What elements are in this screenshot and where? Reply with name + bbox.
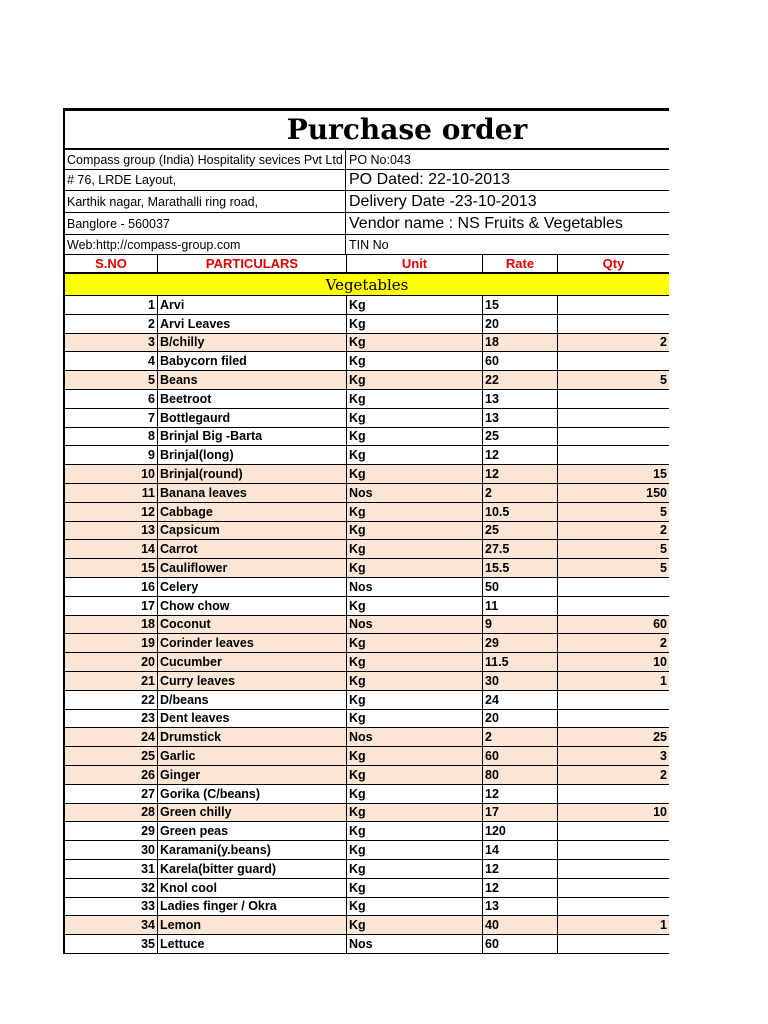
cell-rate: 80: [483, 766, 558, 784]
cell-rate: 15.5: [483, 559, 558, 577]
cell-unit: Nos: [347, 578, 483, 596]
cell-rate: 20: [483, 315, 558, 333]
cell-sno: 20: [65, 653, 158, 671]
cell-unit: Kg: [347, 540, 483, 558]
cell-particulars: Curry leaves: [158, 672, 347, 690]
cell-qty: 150: [646, 485, 667, 500]
cell-particulars: Celery: [158, 578, 347, 596]
cell-unit: Kg: [347, 785, 483, 803]
cell-rate: 12: [483, 860, 558, 878]
cell-unit: Kg: [347, 315, 483, 333]
cell-rate: 12: [483, 879, 558, 897]
cell-particulars: Ginger: [158, 766, 347, 784]
cell-particulars: Green peas: [158, 822, 347, 840]
header-row-4: [65, 213, 669, 235]
cell-rate: 14: [483, 841, 558, 859]
table-row: [65, 804, 669, 823]
cell-unit: Kg: [347, 822, 483, 840]
cell-sno: 27: [65, 785, 158, 803]
cell-qty: [558, 860, 669, 878]
cell-sno: 22: [65, 691, 158, 709]
table-row: [65, 785, 669, 804]
cell-rate: 10.5: [483, 503, 558, 521]
cell-qty: 15: [653, 467, 667, 482]
cell-particulars: Chow chow: [158, 597, 347, 615]
cell-rate: 29: [483, 634, 558, 652]
header-row-3: [65, 191, 669, 213]
cell-unit: Kg: [347, 522, 483, 540]
cell-unit: Kg: [347, 879, 483, 897]
cell-sno: 11: [65, 484, 158, 502]
cell-qty: [558, 822, 669, 840]
cell-rate: 20: [483, 710, 558, 728]
table-row: [65, 634, 669, 653]
table-row: [65, 484, 669, 503]
cell-rate: 12: [483, 785, 558, 803]
table-row: [65, 672, 669, 691]
page-title: Purchase order: [65, 111, 669, 150]
cell-unit: Nos: [347, 728, 483, 746]
cell-particulars: Coconut: [158, 616, 347, 634]
section-vegetables: Vegetables: [65, 274, 669, 296]
cell-particulars: B/chilly: [158, 334, 347, 352]
cell-particulars: Dent leaves: [158, 710, 347, 728]
cell-unit: Kg: [347, 916, 483, 934]
cell-unit: Kg: [347, 409, 483, 427]
cell-sno: 7: [65, 409, 158, 427]
cell-particulars: Beans: [158, 371, 347, 389]
table-row: [65, 315, 669, 334]
cell-sno: 26: [65, 766, 158, 784]
table-row: [65, 540, 669, 559]
cell-unit: Kg: [347, 446, 483, 464]
table-row: [65, 616, 669, 635]
cell-particulars: Banana leaves: [158, 484, 347, 502]
cell-qty: [558, 578, 669, 596]
cell-unit: Kg: [347, 691, 483, 709]
cell-sno: 1: [65, 296, 158, 314]
cell-sno: 21: [65, 672, 158, 690]
cell-sno: 35: [65, 935, 158, 953]
cell-unit: Nos: [347, 484, 483, 502]
cell-sno: 9: [65, 446, 158, 464]
col-sno: S.NO: [65, 255, 158, 272]
cell-unit: Kg: [347, 334, 483, 352]
cell-sno: 12: [65, 503, 158, 521]
table-row: [65, 916, 669, 935]
cell-qty: 10: [653, 655, 667, 670]
cell-unit: Nos: [347, 616, 483, 634]
cell-rate: 27.5: [483, 540, 558, 558]
cell-qty: [558, 296, 669, 314]
cell-qty: [558, 935, 669, 953]
table-row: [65, 371, 669, 390]
cell-rate: 25: [483, 522, 558, 540]
table-row: [65, 710, 669, 729]
cell-sno: 31: [65, 860, 158, 878]
cell-particulars: Capsicum: [158, 522, 347, 540]
cell-particulars: Knol cool: [158, 879, 347, 897]
po-dated: PO Dated: 22-10-2013: [349, 171, 510, 188]
cell-rate: 11: [483, 597, 558, 615]
cell-sno: 16: [65, 578, 158, 596]
cell-sno: 19: [65, 634, 158, 652]
tin-number: TIN No: [349, 237, 389, 252]
purchase-order-sheet: [63, 108, 669, 954]
cell-particulars: Cabbage: [158, 503, 347, 521]
cell-qty: [558, 409, 669, 427]
cell-qty: [558, 841, 669, 859]
cell-rate: 12: [483, 446, 558, 464]
table-row: [65, 446, 669, 465]
website: Web:http://compass-group.com: [65, 235, 346, 254]
cell-unit: Kg: [347, 860, 483, 878]
cell-rate: 25: [483, 428, 558, 446]
company-name: Compass group (India) Hospitality sevices Pvt Ltd: [65, 150, 346, 169]
cell-rate: 13: [483, 390, 558, 408]
table-row: [65, 409, 669, 428]
table-row: [65, 428, 669, 447]
cell-unit: Kg: [347, 634, 483, 652]
cell-unit: Kg: [347, 766, 483, 784]
cell-unit: Kg: [347, 296, 483, 314]
cell-qty: 1: [660, 673, 667, 688]
cell-rate: 12: [483, 465, 558, 483]
cell-unit: Kg: [347, 559, 483, 577]
cell-sno: 23: [65, 710, 158, 728]
cell-qty: 2: [660, 636, 667, 651]
col-qty: Qty: [602, 256, 625, 271]
cell-unit: Kg: [347, 898, 483, 916]
cell-sno: 13: [65, 522, 158, 540]
cell-particulars: Garlic: [158, 747, 347, 765]
address-line-2: Karthik nagar, Marathalli ring road,: [65, 191, 346, 212]
cell-rate: 50: [483, 578, 558, 596]
cell-rate: 2: [483, 484, 558, 502]
items-table: [65, 296, 669, 954]
city: Banglore - 560037: [65, 213, 346, 234]
cell-particulars: Beetroot: [158, 390, 347, 408]
cell-qty: [558, 315, 669, 333]
cell-qty: [558, 352, 669, 370]
cell-qty: [558, 691, 669, 709]
cell-particulars: Lettuce: [158, 935, 347, 953]
cell-qty: 25: [653, 730, 667, 745]
cell-qty: 5: [660, 373, 667, 388]
cell-particulars: Arvi Leaves: [158, 315, 347, 333]
cell-qty: [558, 446, 669, 464]
cell-particulars: Bottlegaurd: [158, 409, 347, 427]
cell-particulars: Babycorn filed: [158, 352, 347, 370]
cell-unit: Kg: [347, 465, 483, 483]
cell-rate: 13: [483, 409, 558, 427]
cell-unit: Kg: [347, 428, 483, 446]
cell-particulars: Carrot: [158, 540, 347, 558]
table-row: [65, 898, 669, 917]
address-line-1: # 76, LRDE Layout,: [65, 170, 346, 190]
table-row: [65, 352, 669, 371]
cell-rate: 22: [483, 371, 558, 389]
table-row: [65, 691, 669, 710]
table-row: [65, 860, 669, 879]
cell-particulars: D/beans: [158, 691, 347, 709]
cell-rate: 60: [483, 747, 558, 765]
cell-qty: [558, 710, 669, 728]
cell-unit: Kg: [347, 371, 483, 389]
cell-particulars: Karela(bitter guard): [158, 860, 347, 878]
cell-particulars: Arvi: [158, 296, 347, 314]
cell-qty: [558, 597, 669, 615]
cell-sno: 32: [65, 879, 158, 897]
table-row: [65, 390, 669, 409]
cell-unit: Kg: [347, 653, 483, 671]
delivery-date: Delivery Date -23-10-2013: [349, 192, 537, 210]
table-row: [65, 728, 669, 747]
cell-sno: 4: [65, 352, 158, 370]
cell-particulars: Cauliflower: [158, 559, 347, 577]
cell-rate: 120: [483, 822, 558, 840]
cell-sno: 10: [65, 465, 158, 483]
cell-rate: 24: [483, 691, 558, 709]
cell-rate: 11.5: [483, 653, 558, 671]
cell-rate: 60: [483, 935, 558, 953]
cell-qty: 1: [660, 918, 667, 933]
cell-particulars: Gorika (C/beans): [158, 785, 347, 803]
cell-particulars: Cucumber: [158, 653, 347, 671]
cell-sno: 8: [65, 428, 158, 446]
cell-rate: 18: [483, 334, 558, 352]
cell-sno: 28: [65, 804, 158, 822]
cell-unit: Nos: [347, 935, 483, 953]
cell-rate: 9: [483, 616, 558, 634]
table-row: [65, 503, 669, 522]
header-row-2: [65, 170, 669, 191]
cell-qty: 2: [660, 523, 667, 538]
cell-qty: 3: [660, 749, 667, 764]
cell-particulars: Brinjal(long): [158, 446, 347, 464]
cell-rate: 2: [483, 728, 558, 746]
cell-rate: 17: [483, 804, 558, 822]
po-number: PO No:043: [349, 152, 411, 167]
table-row: [65, 522, 669, 541]
cell-unit: Kg: [347, 710, 483, 728]
column-header-row: [65, 255, 669, 274]
header-row-1: [65, 150, 669, 170]
cell-qty: 5: [660, 561, 667, 576]
table-row: [65, 747, 669, 766]
table-row: [65, 334, 669, 353]
cell-unit: Kg: [347, 747, 483, 765]
cell-particulars: Brinjal Big -Barta: [158, 428, 347, 446]
cell-particulars: Corinder leaves: [158, 634, 347, 652]
table-row: [65, 653, 669, 672]
table-row: [65, 597, 669, 616]
table-row: [65, 935, 669, 954]
table-row: [65, 465, 669, 484]
cell-qty: 60: [653, 617, 667, 632]
table-row: [65, 879, 669, 898]
cell-sno: 6: [65, 390, 158, 408]
table-row: [65, 766, 669, 785]
cell-qty: [558, 879, 669, 897]
cell-sno: 34: [65, 916, 158, 934]
cell-sno: 29: [65, 822, 158, 840]
cell-unit: Kg: [347, 672, 483, 690]
cell-qty: [558, 390, 669, 408]
cell-qty: 2: [660, 335, 667, 350]
cell-qty: [558, 898, 669, 916]
table-row: [65, 841, 669, 860]
cell-particulars: Lemon: [158, 916, 347, 934]
cell-unit: Kg: [347, 841, 483, 859]
header-row-5: [65, 235, 669, 255]
cell-sno: 15: [65, 559, 158, 577]
cell-sno: 5: [65, 371, 158, 389]
table-row: [65, 559, 669, 578]
cell-sno: 3: [65, 334, 158, 352]
cell-unit: Kg: [347, 503, 483, 521]
cell-rate: 30: [483, 672, 558, 690]
cell-sno: 33: [65, 898, 158, 916]
cell-rate: 13: [483, 898, 558, 916]
table-row: [65, 296, 669, 315]
cell-qty: [558, 785, 669, 803]
cell-unit: Kg: [347, 804, 483, 822]
cell-qty: 5: [660, 504, 667, 519]
cell-sno: 2: [65, 315, 158, 333]
cell-sno: 14: [65, 540, 158, 558]
table-row: [65, 822, 669, 841]
cell-particulars: Karamani(y.beans): [158, 841, 347, 859]
cell-qty: [558, 428, 669, 446]
cell-unit: Kg: [347, 390, 483, 408]
vendor-name: Vendor name : NS Fruits & Vegetables: [349, 214, 623, 232]
cell-sno: 25: [65, 747, 158, 765]
cell-particulars: Drumstick: [158, 728, 347, 746]
cell-qty: 2: [660, 767, 667, 782]
col-particulars: PARTICULARS: [158, 255, 347, 272]
cell-qty: 10: [653, 805, 667, 820]
cell-sno: 18: [65, 616, 158, 634]
cell-sno: 17: [65, 597, 158, 615]
cell-rate: 40: [483, 916, 558, 934]
cell-unit: Kg: [347, 597, 483, 615]
cell-rate: 60: [483, 352, 558, 370]
cell-unit: Kg: [347, 352, 483, 370]
cell-particulars: Green chilly: [158, 804, 347, 822]
cell-rate: 15: [483, 296, 558, 314]
cell-particulars: Brinjal(round): [158, 465, 347, 483]
col-rate: Rate: [483, 255, 558, 272]
table-row: [65, 578, 669, 597]
col-unit: Unit: [347, 255, 483, 272]
cell-sno: 30: [65, 841, 158, 859]
cell-sno: 24: [65, 728, 158, 746]
cell-qty: 5: [660, 542, 667, 557]
cell-particulars: Ladies finger / Okra: [158, 898, 347, 916]
